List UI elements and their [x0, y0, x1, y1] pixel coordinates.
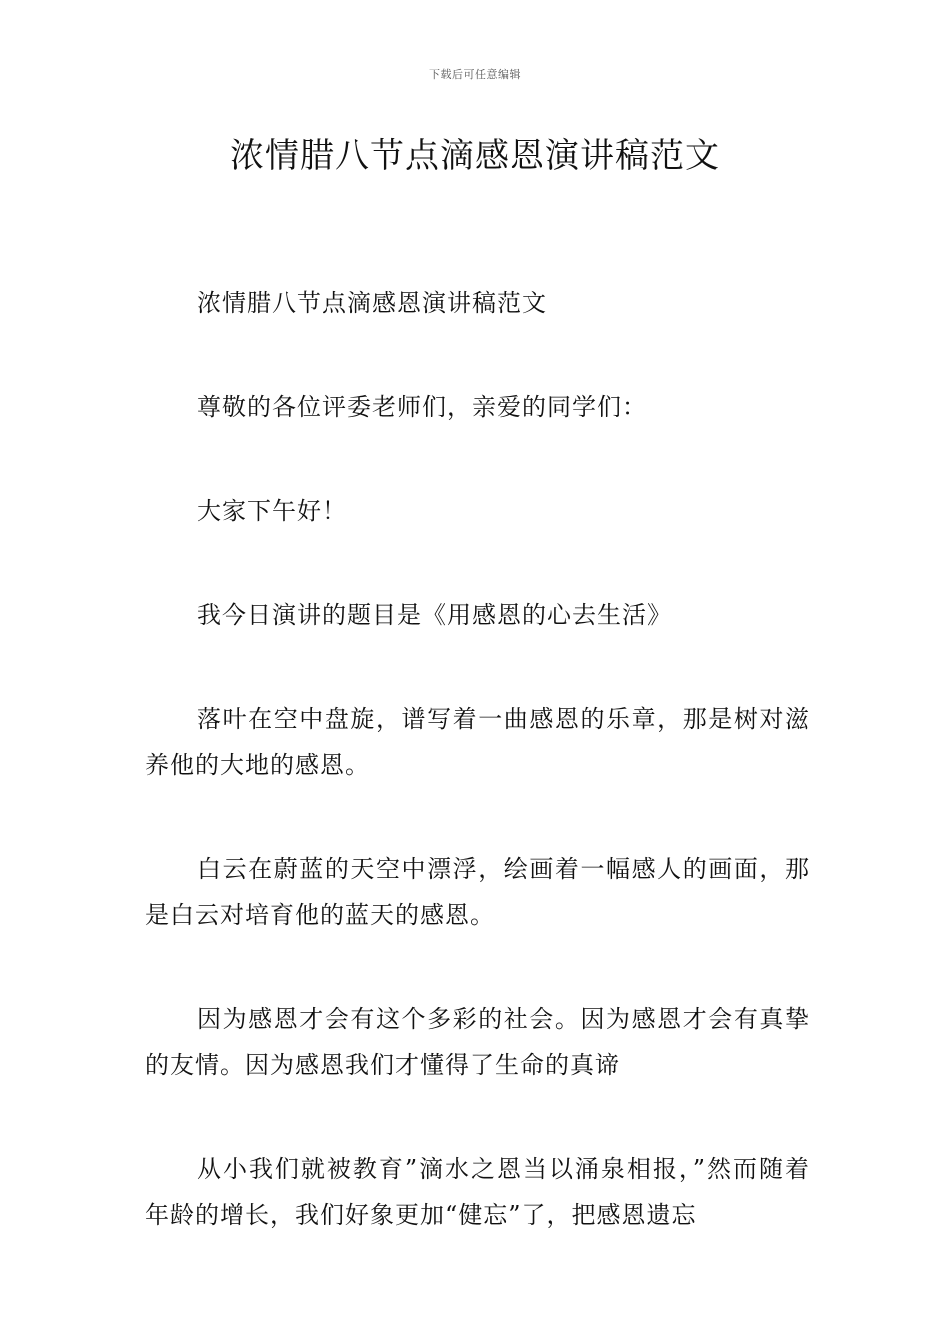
paragraph-childhood: 从小我们就被教育”滴水之恩当以涌泉相报，”然而随着年龄的增长，我们好象更加“健忘”了，把感恩遗忘 [145, 1155, 810, 1229]
paragraph-greeting: 大家下午好！ [197, 497, 347, 525]
paragraph-leaves: 落叶在空中盘旋，谱写着一曲感恩的乐章，那是树对滋养他的大地的感恩。 [145, 705, 810, 779]
document-title: 浓情腊八节点滴感恩演讲稿范文 [230, 136, 720, 176]
document-body [145, 280, 810, 1296]
paragraph-gratitude: 因为感恩才会有这个多彩的社会。因为感恩才会有真挚的友情。因为感恩我们才懂得了生命的真谛 [145, 1005, 810, 1079]
paragraph-topic: 我今日演讲的题目是《用感恩的心去生活》 [197, 601, 672, 629]
paragraph-subtitle: 浓情腊八节点滴感恩演讲稿范文 [197, 289, 547, 317]
paragraph-clouds: 白云在蔚蓝的天空中漂浮，绘画着一幅感人的画面，那是白云对培育他的蓝天的感恩。 [145, 855, 810, 929]
paragraph-salutation: 尊敬的各位评委老师们，亲爱的同学们： [197, 393, 647, 421]
header-note: 下载后可任意编辑 [429, 68, 521, 81]
